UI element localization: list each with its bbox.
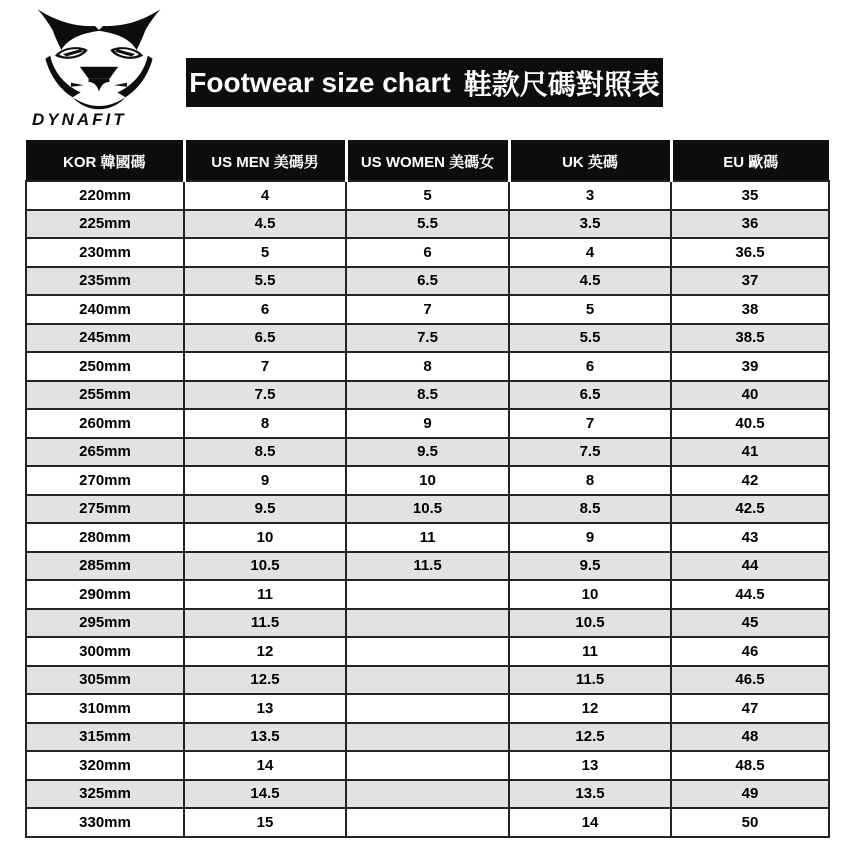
cell-uk: 6.5 bbox=[509, 381, 671, 410]
cell-us-women: 10.5 bbox=[346, 495, 509, 524]
table-row bbox=[26, 352, 829, 381]
cell-kor: 265mm bbox=[26, 438, 184, 467]
size-table bbox=[25, 140, 830, 838]
cell-us-women: 11 bbox=[346, 523, 509, 552]
cell-eu: 43 bbox=[671, 523, 829, 552]
cell-eu: 38 bbox=[671, 295, 829, 324]
table-row bbox=[26, 666, 829, 695]
cell-us-men: 6.5 bbox=[184, 324, 346, 353]
cell-us-men: 13.5 bbox=[184, 723, 346, 752]
col-header-kor: KOR 韓國碼 bbox=[26, 141, 184, 181]
cell-kor: 255mm bbox=[26, 381, 184, 410]
cell-us-women: 9 bbox=[346, 409, 509, 438]
page-title bbox=[186, 58, 663, 107]
cell-uk: 4 bbox=[509, 238, 671, 267]
cell-us-men: 7 bbox=[184, 352, 346, 381]
cell-us-men: 11 bbox=[184, 580, 346, 609]
table-row bbox=[26, 808, 829, 837]
cell-uk: 14 bbox=[509, 808, 671, 837]
cell-us-men: 9 bbox=[184, 466, 346, 495]
table-row bbox=[26, 238, 829, 267]
cell-us-women bbox=[346, 751, 509, 780]
table-row bbox=[26, 466, 829, 495]
dynafit-cheetah-icon bbox=[18, 6, 180, 110]
cell-uk: 3 bbox=[509, 181, 671, 210]
cell-eu: 35 bbox=[671, 181, 829, 210]
cell-kor: 225mm bbox=[26, 210, 184, 239]
cell-uk: 3.5 bbox=[509, 210, 671, 239]
cell-kor: 300mm bbox=[26, 637, 184, 666]
cell-eu: 49 bbox=[671, 780, 829, 809]
table-row bbox=[26, 495, 829, 524]
cell-uk: 9.5 bbox=[509, 552, 671, 581]
page-title-zh: 鞋款尺碼對照表 bbox=[463, 68, 660, 100]
cell-us-men: 14 bbox=[184, 751, 346, 780]
cell-eu: 48.5 bbox=[671, 751, 829, 780]
cell-us-women bbox=[346, 723, 509, 752]
cell-us-men: 6 bbox=[184, 295, 346, 324]
cell-us-women: 8 bbox=[346, 352, 509, 381]
cell-uk: 11 bbox=[509, 637, 671, 666]
cell-us-men: 8 bbox=[184, 409, 346, 438]
cell-kor: 310mm bbox=[26, 694, 184, 723]
cell-us-men: 10 bbox=[184, 523, 346, 552]
cell-us-women: 7 bbox=[346, 295, 509, 324]
cell-us-men: 12 bbox=[184, 637, 346, 666]
cell-eu: 36.5 bbox=[671, 238, 829, 267]
cell-uk: 4.5 bbox=[509, 267, 671, 296]
cell-us-men: 5 bbox=[184, 238, 346, 267]
cell-us-men: 4 bbox=[184, 181, 346, 210]
cell-us-men: 8.5 bbox=[184, 438, 346, 467]
cell-us-women: 11.5 bbox=[346, 552, 509, 581]
cell-kor: 235mm bbox=[26, 267, 184, 296]
table-row bbox=[26, 523, 829, 552]
table-row bbox=[26, 751, 829, 780]
cell-kor: 290mm bbox=[26, 580, 184, 609]
cell-eu: 42 bbox=[671, 466, 829, 495]
cell-us-women bbox=[346, 808, 509, 837]
table-row bbox=[26, 267, 829, 296]
col-header-us-men: US MEN 美碼男 bbox=[184, 141, 346, 181]
cell-uk: 9 bbox=[509, 523, 671, 552]
cell-us-men: 12.5 bbox=[184, 666, 346, 695]
cell-us-women: 8.5 bbox=[346, 381, 509, 410]
cell-kor: 315mm bbox=[26, 723, 184, 752]
cell-kor: 260mm bbox=[26, 409, 184, 438]
cell-eu: 44.5 bbox=[671, 580, 829, 609]
cell-uk: 6 bbox=[509, 352, 671, 381]
cell-us-men: 7.5 bbox=[184, 381, 346, 410]
table-row bbox=[26, 694, 829, 723]
header-row bbox=[26, 141, 829, 181]
cell-us-men: 13 bbox=[184, 694, 346, 723]
cell-eu: 46 bbox=[671, 637, 829, 666]
dynafit-logo bbox=[16, 4, 186, 136]
cell-uk: 12.5 bbox=[509, 723, 671, 752]
cell-eu: 47 bbox=[671, 694, 829, 723]
cell-us-men: 5.5 bbox=[184, 267, 346, 296]
cell-us-women bbox=[346, 609, 509, 638]
col-header-uk: UK 英碼 bbox=[509, 141, 671, 181]
table-row bbox=[26, 438, 829, 467]
table-row bbox=[26, 637, 829, 666]
cell-us-men: 4.5 bbox=[184, 210, 346, 239]
cell-kor: 240mm bbox=[26, 295, 184, 324]
cell-us-women bbox=[346, 637, 509, 666]
cell-eu: 38.5 bbox=[671, 324, 829, 353]
table-row bbox=[26, 295, 829, 324]
cell-us-women bbox=[346, 780, 509, 809]
cell-eu: 44 bbox=[671, 552, 829, 581]
cell-us-women bbox=[346, 580, 509, 609]
cell-kor: 320mm bbox=[26, 751, 184, 780]
cell-uk: 7 bbox=[509, 409, 671, 438]
table-row bbox=[26, 723, 829, 752]
cell-eu: 45 bbox=[671, 609, 829, 638]
cell-uk: 13.5 bbox=[509, 780, 671, 809]
cell-uk: 8.5 bbox=[509, 495, 671, 524]
cell-kor: 230mm bbox=[26, 238, 184, 267]
cell-us-women: 5 bbox=[346, 181, 509, 210]
cell-eu: 36 bbox=[671, 210, 829, 239]
cell-us-men: 11.5 bbox=[184, 609, 346, 638]
cell-kor: 295mm bbox=[26, 609, 184, 638]
cell-us-women bbox=[346, 666, 509, 695]
cell-us-women: 5.5 bbox=[346, 210, 509, 239]
cell-kor: 275mm bbox=[26, 495, 184, 524]
cell-uk: 7.5 bbox=[509, 438, 671, 467]
cell-uk: 12 bbox=[509, 694, 671, 723]
cell-us-women: 10 bbox=[346, 466, 509, 495]
table-row bbox=[26, 324, 829, 353]
cell-us-men: 14.5 bbox=[184, 780, 346, 809]
cell-eu: 50 bbox=[671, 808, 829, 837]
cell-uk: 11.5 bbox=[509, 666, 671, 695]
cell-us-men: 15 bbox=[184, 808, 346, 837]
cell-uk: 10 bbox=[509, 580, 671, 609]
cell-uk: 8 bbox=[509, 466, 671, 495]
table-row bbox=[26, 381, 829, 410]
table-row bbox=[26, 552, 829, 581]
cell-uk: 5 bbox=[509, 295, 671, 324]
cell-eu: 48 bbox=[671, 723, 829, 752]
cell-kor: 285mm bbox=[26, 552, 184, 581]
table-row bbox=[26, 580, 829, 609]
cell-kor: 250mm bbox=[26, 352, 184, 381]
cell-us-men: 10.5 bbox=[184, 552, 346, 581]
table-row bbox=[26, 210, 829, 239]
table-row bbox=[26, 409, 829, 438]
cell-eu: 40 bbox=[671, 381, 829, 410]
cell-us-men: 9.5 bbox=[184, 495, 346, 524]
cell-kor: 330mm bbox=[26, 808, 184, 837]
cell-eu: 37 bbox=[671, 267, 829, 296]
table-row bbox=[26, 609, 829, 638]
cell-uk: 10.5 bbox=[509, 609, 671, 638]
table-row bbox=[26, 181, 829, 210]
table-row bbox=[26, 780, 829, 809]
cell-us-women bbox=[346, 694, 509, 723]
dynafit-wordmark: DYNAFIT bbox=[32, 110, 127, 129]
page-title-en: Footwear size chart bbox=[189, 66, 451, 98]
cell-kor: 245mm bbox=[26, 324, 184, 353]
cell-eu: 42.5 bbox=[671, 495, 829, 524]
cell-eu: 41 bbox=[671, 438, 829, 467]
cell-kor: 270mm bbox=[26, 466, 184, 495]
cell-us-women: 7.5 bbox=[346, 324, 509, 353]
cell-kor: 220mm bbox=[26, 181, 184, 210]
size-table-body bbox=[26, 181, 829, 837]
col-header-us-women: US WOMEN 美碼女 bbox=[346, 141, 509, 181]
cell-eu: 39 bbox=[671, 352, 829, 381]
cell-uk: 5.5 bbox=[509, 324, 671, 353]
cell-eu: 40.5 bbox=[671, 409, 829, 438]
cell-uk: 13 bbox=[509, 751, 671, 780]
cell-eu: 46.5 bbox=[671, 666, 829, 695]
cell-kor: 305mm bbox=[26, 666, 184, 695]
cell-us-women: 6.5 bbox=[346, 267, 509, 296]
cell-kor: 280mm bbox=[26, 523, 184, 552]
col-header-eu: EU 歐碼 bbox=[671, 141, 829, 181]
cell-kor: 325mm bbox=[26, 780, 184, 809]
cell-us-women: 6 bbox=[346, 238, 509, 267]
cell-us-women: 9.5 bbox=[346, 438, 509, 467]
